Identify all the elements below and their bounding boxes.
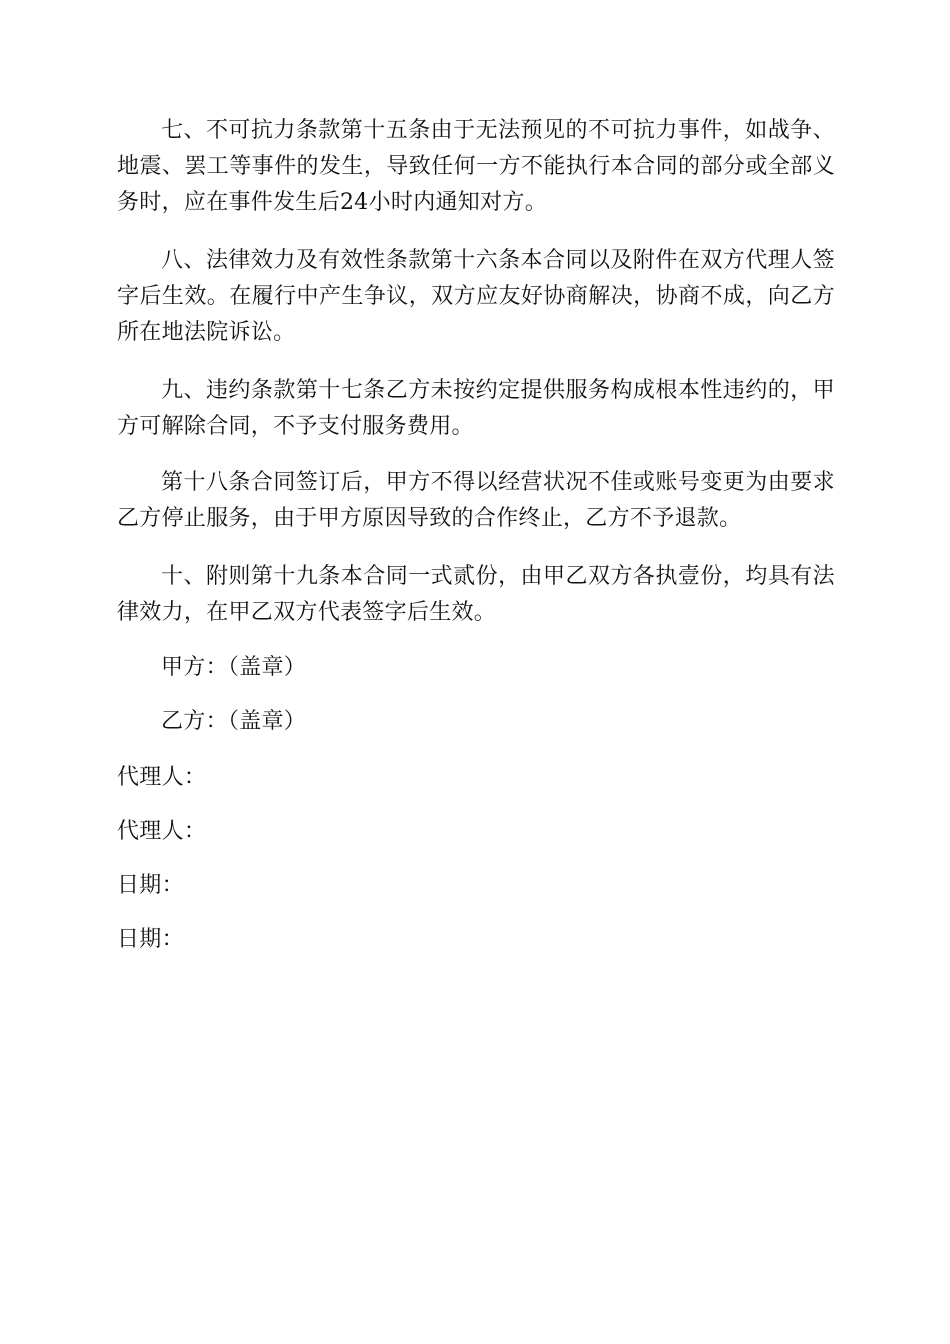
clause-breach: 九、违约条款第十七条乙方未按约定提供服务构成根本性违约的，甲方可解除合同，不予支付服务费用。 <box>117 378 835 439</box>
agent-line-2: 代理人： <box>117 819 207 844</box>
clause-legal-effect: 八、法律效力及有效性条款第十六条本合同以及附件在双方代理人签字后生效。在履行中产生争议，双方应友好协商解决，协商不成，向乙方所在地法院诉讼。 <box>117 248 835 345</box>
date-line-2: 日期： <box>117 927 184 952</box>
party-b-seal: 乙方：（盖章） <box>161 709 307 734</box>
clause-force-majeure: 七、不可抗力条款第十五条由于无法预见的不可抗力事件，如战争、地震、罢工等事件的发生，导致任何一方不能执行本合同的部分或全部义务时，应在事件发生后24小时内通知对方。 <box>117 118 835 215</box>
clause-article-18: 第十八条合同签订后，甲方不得以经营状况不佳或账号变更为由要求乙方停止服务，由于甲方原因导致的合作终止，乙方不予退款。 <box>117 470 835 531</box>
party-a-seal: 甲方：（盖章） <box>161 655 307 680</box>
clause-supplementary: 十、附则第十九条本合同一式贰份，由甲乙双方各执壹份，均具有法律效力，在甲乙双方代表签字后生效。 <box>117 564 835 625</box>
agent-line-1: 代理人： <box>117 765 207 790</box>
date-line-1: 日期： <box>117 873 184 898</box>
